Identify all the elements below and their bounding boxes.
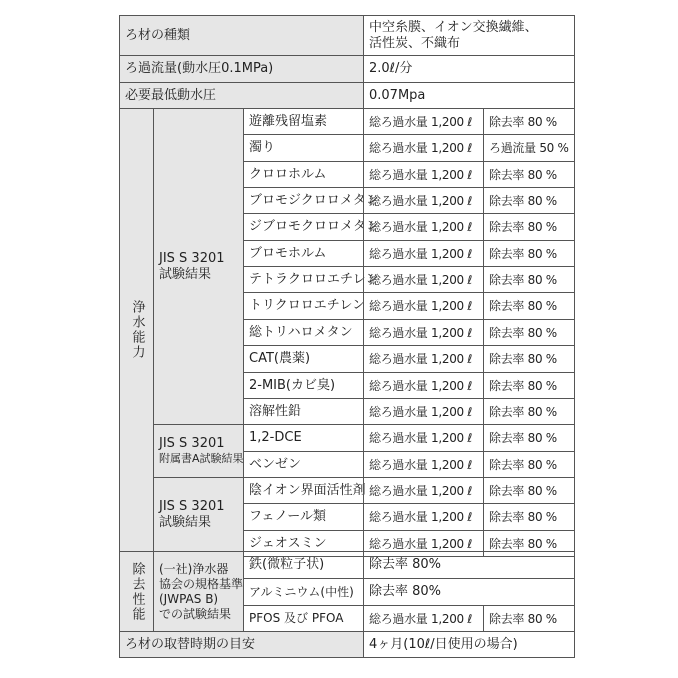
- item-name-text: フェノール類: [249, 509, 326, 524]
- item-rate-text: 除去率 80 %: [489, 404, 557, 419]
- item-rate: [483, 372, 575, 399]
- item-name-text: テトラクロロエチレン: [249, 271, 379, 287]
- item-name-text: CAT(農薬): [249, 351, 311, 366]
- item-name: [243, 134, 364, 162]
- flow-value-cell: [363, 55, 575, 83]
- item-name-text: ジェオスミン: [249, 535, 327, 551]
- media-value-line-2: 活性炭、不織布: [369, 35, 461, 51]
- pressure-value: 0.07Mpa: [369, 87, 426, 103]
- item-rate: [483, 503, 575, 531]
- item-rate-text: 除去率 80 %: [489, 352, 557, 366]
- item-rate-text: 除去率 80 %: [489, 246, 557, 261]
- item-rate: [483, 424, 575, 452]
- item-rate-text: 除去率 80 %: [489, 193, 557, 208]
- removal-item-name: PFOS 及び PFOA: [243, 605, 364, 632]
- item-name-text: トリクロロエチレン: [249, 298, 366, 313]
- item-total: [363, 451, 484, 478]
- item-name: [243, 372, 364, 399]
- pressure-label-cell: [119, 82, 364, 109]
- item-total: [363, 319, 484, 346]
- item-rate-text: 除去率 80 %: [489, 510, 557, 524]
- jwpas-line-1: (一社)浄水器: [159, 561, 229, 576]
- item-total: [363, 477, 484, 504]
- item-name: [243, 161, 364, 188]
- jwpas-line-4: での試験結果: [159, 606, 232, 621]
- item-total-text: 総ろ過水量 1,200 ℓ: [369, 167, 473, 182]
- item-rate-text: 除去率 80 %: [489, 272, 557, 287]
- removal-section-label: 除去性能: [119, 551, 154, 632]
- item-total: [363, 398, 484, 425]
- item-rate: [483, 134, 575, 162]
- pressure-label: 必要最低動水圧: [125, 87, 217, 103]
- replace-value-cell: [363, 631, 575, 658]
- replace-label-cell: [119, 631, 364, 658]
- item-name-text: 陰イオン界面活性剤: [249, 482, 366, 498]
- jis-group-1-line-2: 試験結果: [159, 266, 212, 282]
- removal-item-name: アルミニウム(中性): [243, 578, 364, 606]
- media-value-line-1: 中空糸膜、イオン交換繊維、: [369, 19, 538, 35]
- item-total-text: 総ろ過水量 1,200 ℓ: [369, 246, 473, 261]
- item-total-text: 総ろ過水量 1,200 ℓ: [369, 431, 473, 445]
- item-total-text: 総ろ過水量 1,200 ℓ: [369, 457, 473, 472]
- item-rate: [483, 240, 575, 267]
- flow-label: ろ過流量(動水圧0.1MPa): [125, 61, 274, 76]
- removal-item-value: 除去率 80%: [363, 578, 575, 606]
- item-total-text: 総ろ過水量 1,200 ℓ: [369, 483, 473, 498]
- item-name: [243, 213, 380, 241]
- flow-value: 2.0ℓ/分: [369, 61, 413, 76]
- item-rate: [483, 266, 575, 293]
- media-label-cell: [119, 15, 364, 56]
- item-name: [243, 266, 379, 293]
- item-rate: [483, 292, 575, 320]
- item-rate: [483, 477, 575, 504]
- item-rate-text: 除去率 80 %: [489, 299, 557, 313]
- item-rate-text: 除去率 80 %: [489, 378, 557, 393]
- item-rate-text: ろ過流量 50 %: [489, 141, 569, 155]
- item-rate: [483, 345, 575, 373]
- item-name-text: ベンゼン: [249, 456, 302, 472]
- item-total: [363, 292, 484, 320]
- item-total-text: 総ろ過水量 1,200 ℓ: [369, 536, 473, 551]
- item-rate-text: 除去率 80 %: [489, 114, 557, 129]
- item-total-text: 総ろ過水量 1,200 ℓ: [369, 378, 473, 393]
- item-total-text: 総ろ過水量 1,200 ℓ: [369, 404, 473, 419]
- item-name-text: ブロモジクロロメタン: [249, 192, 379, 208]
- item-name-text: 総トリハロメタン: [249, 324, 353, 340]
- item-total: [363, 372, 484, 399]
- item-name: [243, 503, 364, 531]
- item-total: [363, 503, 484, 531]
- replace-value: 4ヶ月(10ℓ/日使用の場合): [369, 636, 518, 652]
- item-total-text: 総ろ過水量 1,200 ℓ: [369, 272, 473, 287]
- flow-label-cell: [119, 55, 364, 83]
- item-rate: [483, 161, 575, 188]
- item-rate-text: 除去率 80 %: [489, 431, 557, 445]
- item-name-text: 溶解性鉛: [249, 403, 302, 419]
- jis-group-2-line-2: 附属書A試験結果: [159, 452, 244, 465]
- item-total-text: 総ろ過水量 1,200 ℓ: [369, 141, 473, 155]
- purification-section-label: 浄水能力: [119, 108, 154, 552]
- item-name-text: ジブロモクロロメタン: [249, 219, 380, 234]
- media-label: ろ材の種類: [125, 27, 191, 43]
- item-rate-text: 除去率 80 %: [489, 457, 557, 472]
- item-rate: [483, 451, 575, 478]
- item-total: [363, 187, 484, 214]
- item-name: [243, 187, 379, 214]
- item-total-text: 総ろ過水量 1,200 ℓ: [369, 510, 473, 524]
- item-total: [363, 134, 484, 162]
- spec-table: [119, 15, 575, 658]
- jis-group-1-line-1: JIS S 3201: [159, 250, 225, 266]
- jis-group-3-line-2: 試験結果: [159, 514, 212, 530]
- item-total-text: 総ろ過水量 1,200 ℓ: [369, 352, 473, 366]
- jis-test-group-3: [153, 477, 244, 552]
- pressure-value-cell: [363, 82, 575, 109]
- item-rate: [483, 108, 575, 135]
- item-total: [363, 424, 484, 452]
- item-total: [363, 240, 484, 267]
- jis-group-2-line-1: JIS S 3201: [159, 436, 225, 451]
- item-total-text: 総ろ過水量 1,200 ℓ: [369, 114, 473, 129]
- item-total: [363, 345, 484, 373]
- item-rate: [483, 319, 575, 346]
- item-rate-text: 除去率 80 %: [489, 536, 557, 551]
- item-name: [243, 292, 364, 320]
- removal-item-total: 総ろ過水量 1,200 ℓ: [363, 605, 484, 632]
- item-total: [363, 108, 484, 135]
- item-name: [243, 477, 364, 504]
- item-rate: [483, 213, 575, 241]
- item-total: [363, 161, 484, 188]
- item-name: [243, 108, 364, 135]
- item-total: [363, 266, 484, 293]
- item-name-text: 遊離残留塩素: [249, 113, 328, 129]
- media-value-cell: [363, 15, 575, 56]
- jis-group-3-line-1: JIS S 3201: [159, 498, 225, 514]
- item-name-text: 2-MIB(カビ臭): [249, 377, 336, 393]
- jwpas-line-3: (JWPAS B): [159, 591, 219, 606]
- removal-item-rate: 除去率 80 %: [483, 605, 575, 632]
- item-name: [243, 240, 364, 267]
- item-rate: [483, 398, 575, 425]
- item-rate-text: 除去率 80 %: [489, 483, 557, 498]
- item-rate-text: 除去率 80 %: [489, 325, 557, 340]
- item-rate: [483, 187, 575, 214]
- item-rate-text: 除去率 80 %: [489, 167, 557, 182]
- jwpas-test-group: [153, 551, 244, 632]
- item-name-text: クロロホルム: [249, 166, 327, 182]
- item-name: [243, 319, 364, 346]
- item-name: [243, 345, 364, 373]
- item-total-text: 総ろ過水量 1,200 ℓ: [369, 325, 473, 340]
- removal-item-value: 除去率 80%: [363, 551, 575, 579]
- removal-item-name: 鉄(微粒子状): [243, 551, 364, 579]
- item-total-text: 総ろ過水量 1,200 ℓ: [369, 193, 473, 208]
- item-name: [243, 451, 364, 478]
- item-name: [243, 424, 364, 452]
- item-total-text: 総ろ過水量 1,200 ℓ: [369, 299, 473, 313]
- item-name-text: ブロモホルム: [249, 245, 327, 261]
- jis-test-group-2: [153, 424, 244, 478]
- jis-test-group-1: [153, 108, 244, 425]
- item-name-text: 1,2-DCE: [249, 430, 302, 445]
- item-name: [243, 398, 364, 425]
- item-total-text: 総ろ過水量 1,200 ℓ: [369, 220, 473, 234]
- replace-label: ろ材の取替時期の目安: [125, 636, 256, 652]
- item-rate-text: 除去率 80 %: [489, 220, 557, 234]
- item-name-text: 濁り: [249, 140, 276, 155]
- jwpas-line-2: 協会の規格基準: [159, 576, 244, 591]
- item-total: [363, 213, 484, 241]
